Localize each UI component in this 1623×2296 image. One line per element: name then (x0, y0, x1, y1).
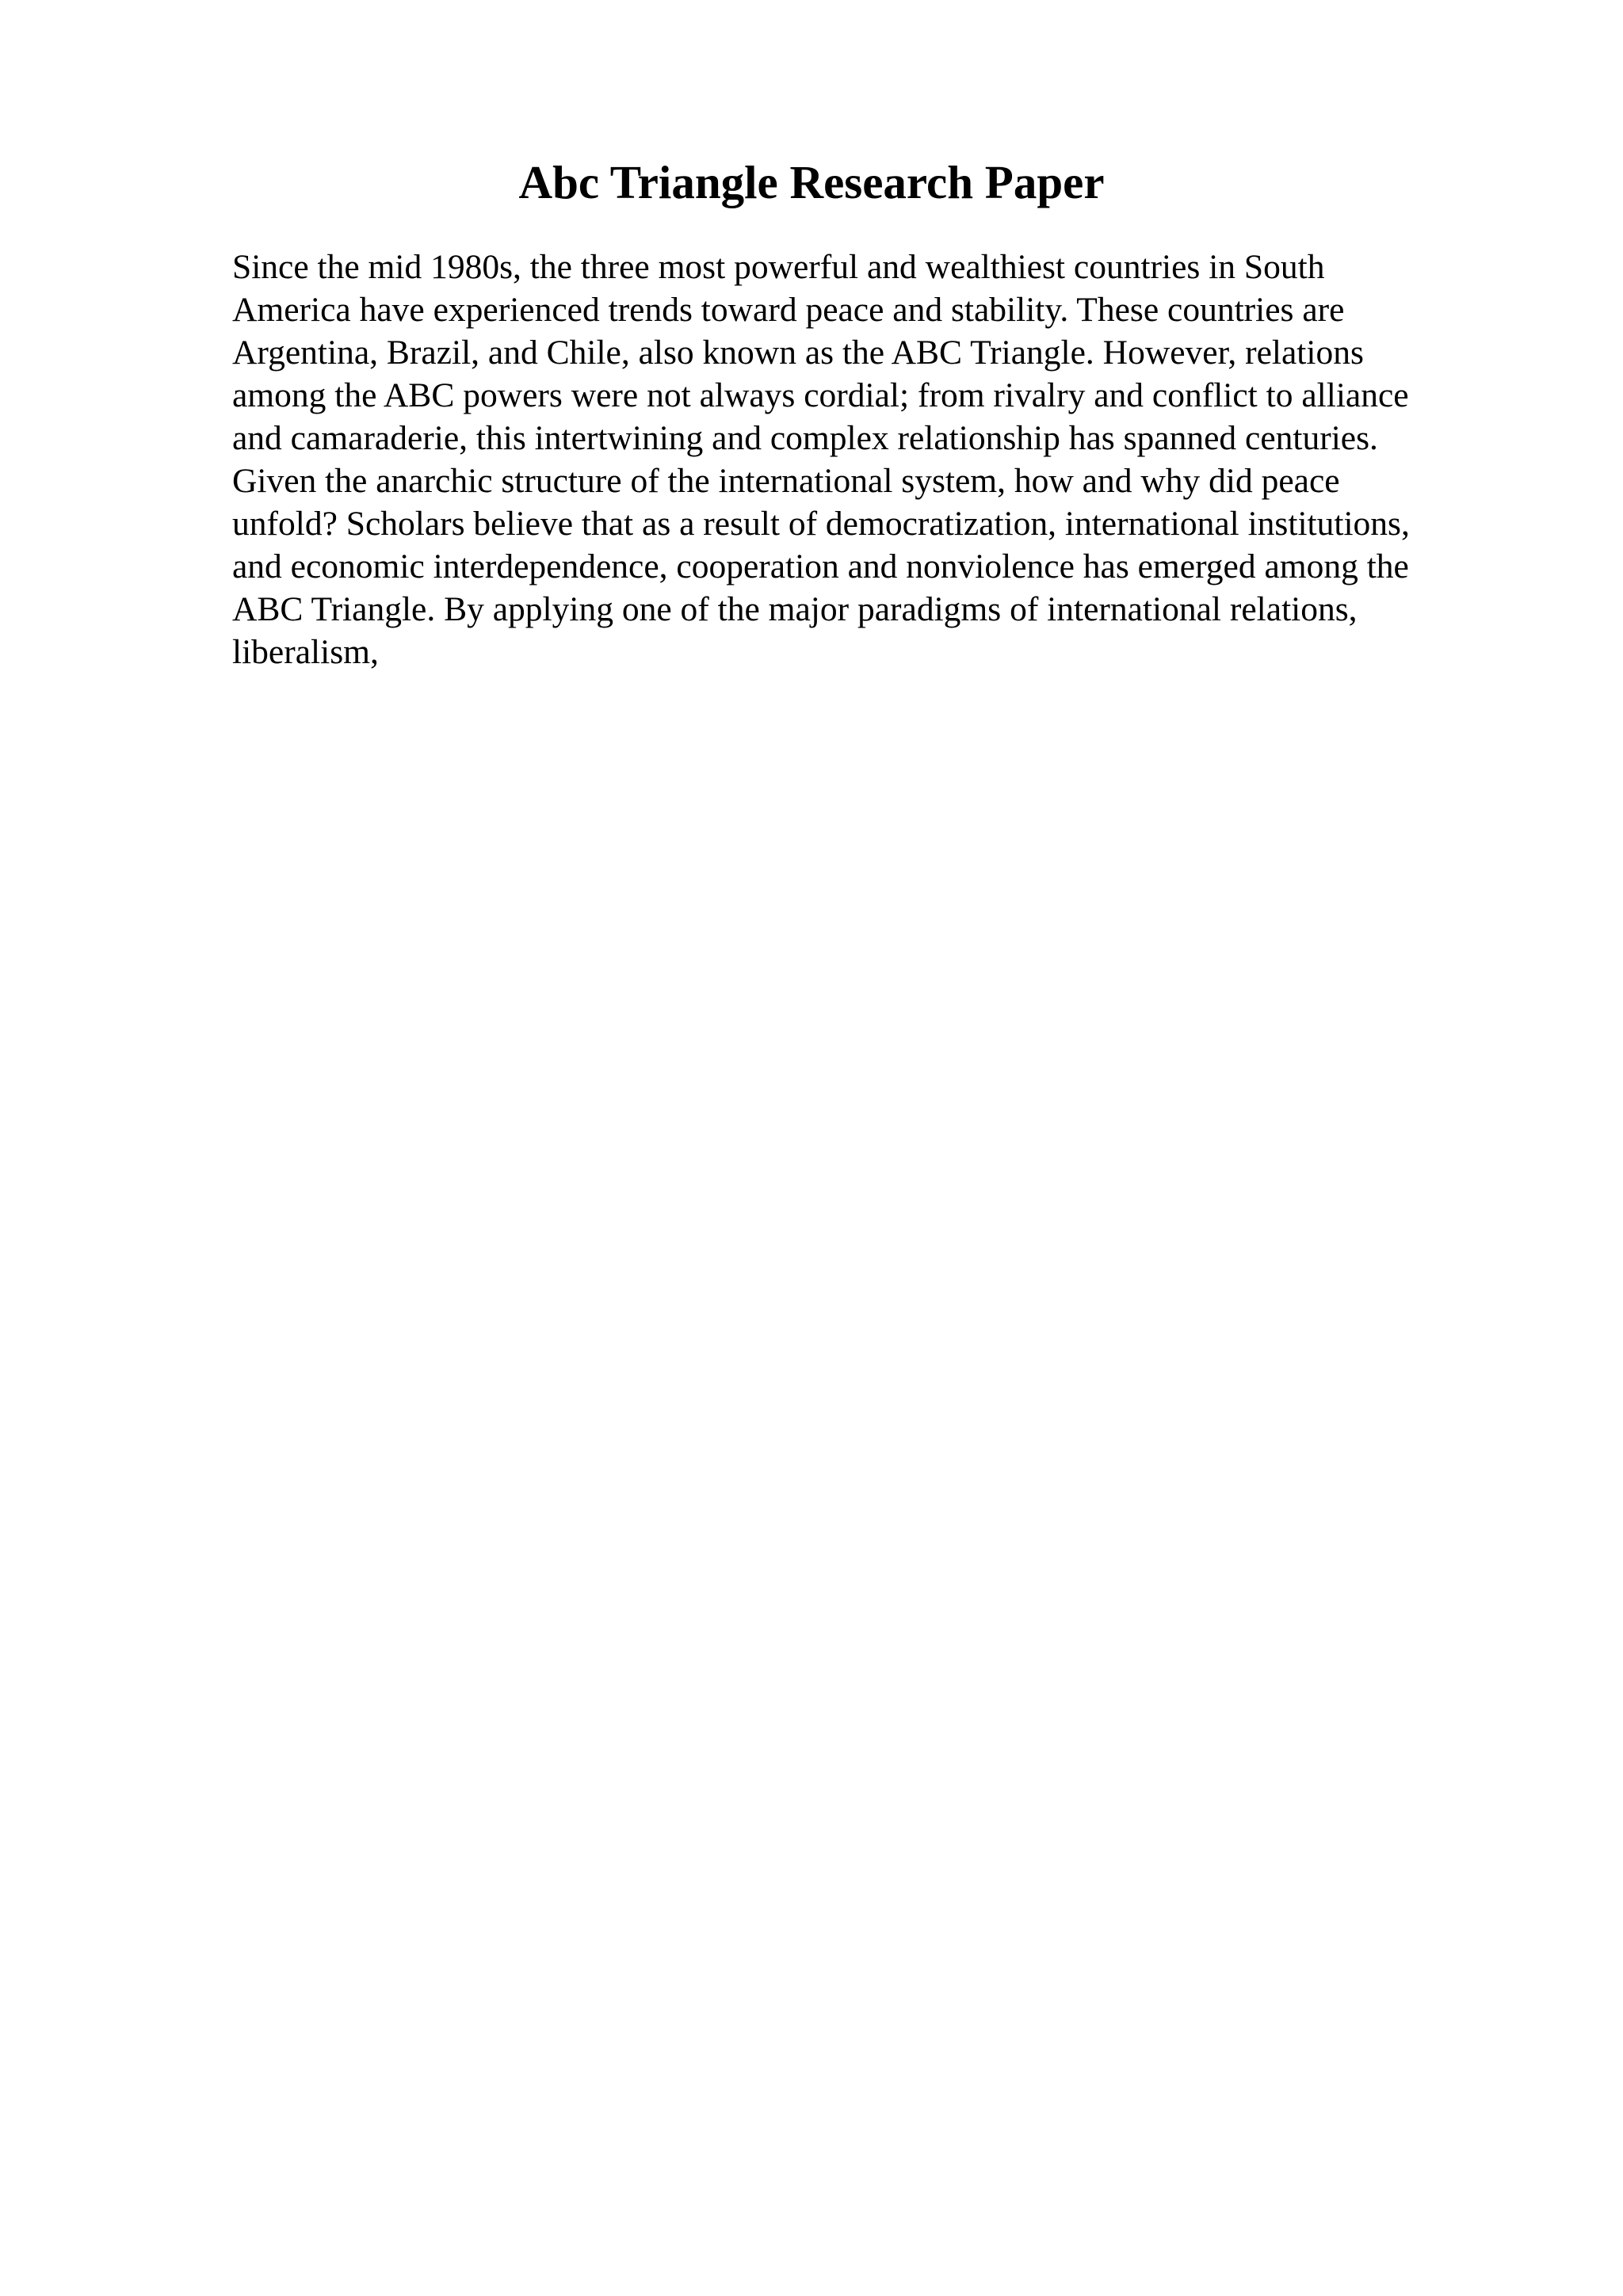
paragraph-line: Argentina, Brazil, and Chile, also known as the ABC Triangle. However, relations (232, 334, 1364, 372)
paragraph-line: liberalism, (232, 633, 379, 671)
paragraph-line: unfold? Scholars believe that as a result of democratization, international institutions, (232, 505, 1410, 543)
paragraph-line: Since the mid 1980s, the three most powerful and wealthiest countries in South (232, 248, 1325, 286)
paragraph-line: ABC Triangle. By applying one of the major paradigms of international relations, (232, 590, 1358, 628)
body-paragraph (232, 246, 1532, 673)
paragraph-line: among the ABC powers were not always cordial; from rivalry and conflict to alliance (232, 376, 1409, 414)
paragraph-line: America have experienced trends toward peace and stability. These countries are (232, 291, 1345, 329)
paragraph-line: Given the anarchic structure of the international system, how and why did peace (232, 462, 1340, 500)
paragraph-line: and camaraderie, this intertwining and complex relationship has spanned centuries. (232, 419, 1378, 457)
document-title: Abc Triangle Research Paper (518, 156, 1105, 208)
paragraph-line: and economic interdependence, cooperation and nonviolence has emerged among the (232, 547, 1409, 585)
